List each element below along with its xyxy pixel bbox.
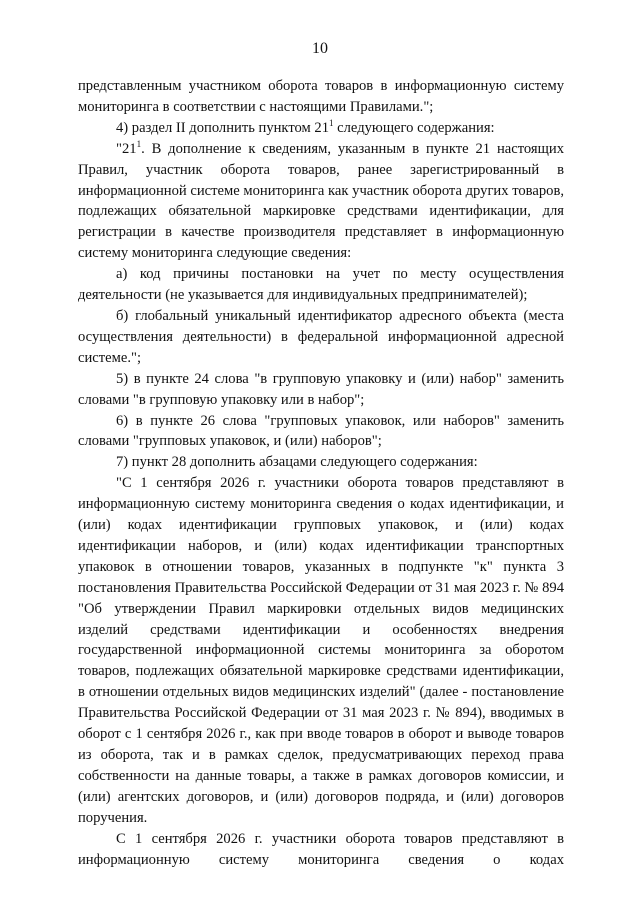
superscript: 1 xyxy=(136,138,142,149)
paragraph-subitem-b: б) глобальный уникальный идентификатор адресного объекта (места осуществления деятельности) в федеральной информационной адресной системе."; xyxy=(78,307,564,366)
paragraph-item-4: 4) раздел II дополнить пунктом $21^1$ следующего содержания: xyxy=(116,117,495,136)
paragraph-quote-sept-2026: "С 1 сентября 2026 г. участники оборота товаров представляют в информационную систему мониторинга сведения о кодах идентификации, и (или) кодах идентификации групповых упаковок, и (или) кодах идентификации наборов, и (или) кодах идентификации транспортных упаковок в отношении товаров, указанных в подпункте "к" пункта 3 постановления Правительства Российской Федерации от 31 мая 2023 г. № 894 "Об утверждении Правил маркировки отдельных видов медицинских изделий средствами идентификации и особенностях внедрения государственной информационной системы мониторинга за оборотом товаров, подлежащих обязательной маркировке средствами идентификации, в отношении отдельных видов медицинских изделий" (далее - постановление Правительства Российской Федерации от 31 мая 2023 г. № 894), вводимых в оборот с 1 сентября 2026 г., как при вводе товаров в оборот и выводе товаров из оборота, так и в рамках сделок, предусматривающих переход права собственности на данные товары, а также в рамках договоров комиссии, и (или) агентских договоров, и (или) договоров подряда, и (или) договоров поручения. xyxy=(78,475,564,826)
paragraph-subitem-a: а) код причины постановки на учет по месту осуществления деятельности (не указывается для индивидуальных предпринимателей); xyxy=(78,266,564,304)
paragraph-item-5: 5) в пункте 24 слова "в групповую упаковку и (или) набор" заменить словами "в групповую упаковку или в набор"; xyxy=(78,370,564,408)
paragraph-sept-2026-continued: С 1 сентября 2026 г. участники оборота товаров представляют в информационную систему мониторинга сведения о кодах xyxy=(78,830,564,868)
paragraph-item-7: 7) пункт 28 дополнить абзацами следующего содержания: xyxy=(116,454,478,471)
superscript: 1 xyxy=(329,117,334,128)
paragraph-item-6: 6) в пункте 26 слова "групповых упаковок, или наборов" заменить словами "групповых упаковок, и (или) наборов"; xyxy=(78,412,564,450)
document-body xyxy=(78,76,564,870)
page-number: 10 xyxy=(312,40,328,57)
paragraph-point-21-1: "$21^1$. В дополнение к сведениям, указанным в пункте 21 настоящих Правил, участник оборота товаров, ранее зарегистрированный в информационной системе мониторинга как участник оборота других товаров, подлежащих обязательной маркировке средствами идентификации, для регистрации в качестве производителя представляет в информационную систему мониторинга следующие сведения: xyxy=(78,138,564,262)
paragraph-continuation: представленным участником оборота товаров в информационную систему мониторинга в соответствии с настоящими Правилами."; xyxy=(78,78,564,115)
